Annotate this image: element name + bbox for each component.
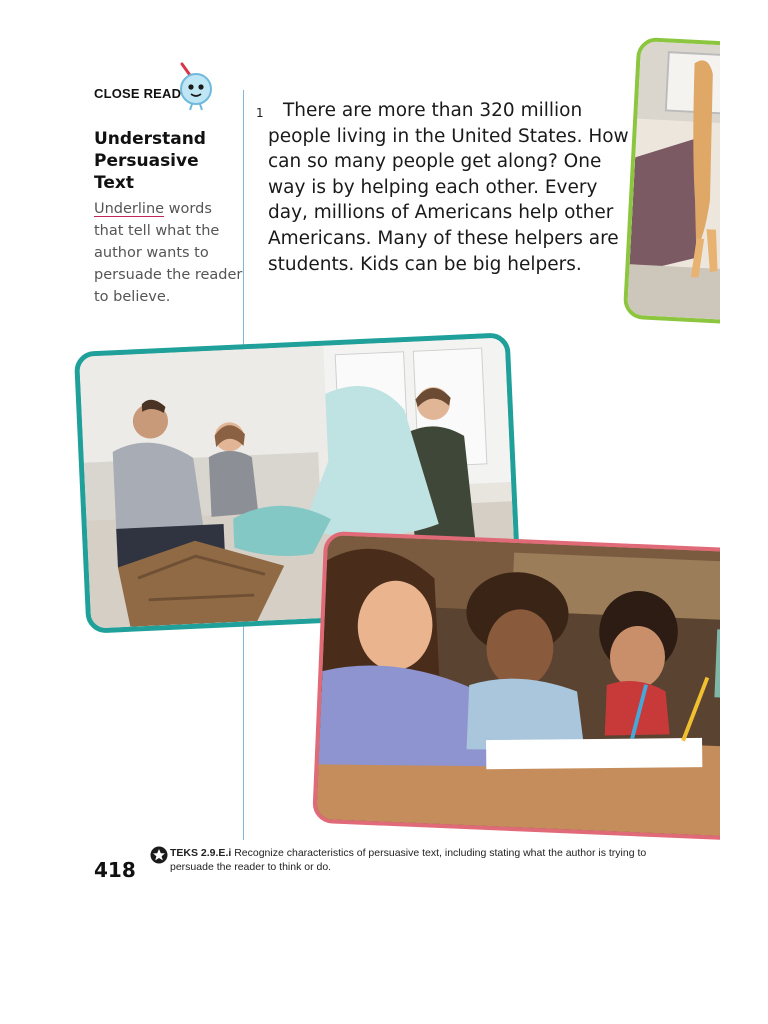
teks-code: TEKS 2.9.E.i [170, 847, 232, 859]
paragraph-text [268, 98, 636, 277]
mascot-icon [172, 62, 220, 112]
sidebar-instructions [94, 198, 244, 308]
page-right-margin [720, 0, 768, 1024]
underline-keyword: Underline [94, 201, 165, 217]
paragraph-body: There are more than 320 million people living in the United States. How can so many people get along? One way is by helping each other. Every day, millions of Americans help other Americans. Many of these helpers are students. Kids can be big helpers. [268, 100, 629, 275]
paragraph-number: 1 [256, 106, 264, 120]
sidebar-title: Understand Persuasive Text [94, 129, 206, 193]
star-icon [150, 846, 168, 864]
kids-writing-photo [312, 531, 764, 841]
close-read-label: CLOSE READ [94, 86, 182, 101]
teks-description: Recognize characteristics of persuasive text, including stating what the author is trying to persuade the reader to think or do. [170, 847, 647, 873]
page-number: 418 [94, 858, 136, 882]
instruction-text: words that tell what the author wants to persuade the reader to believe. [94, 201, 243, 305]
teks-standard [170, 846, 670, 874]
